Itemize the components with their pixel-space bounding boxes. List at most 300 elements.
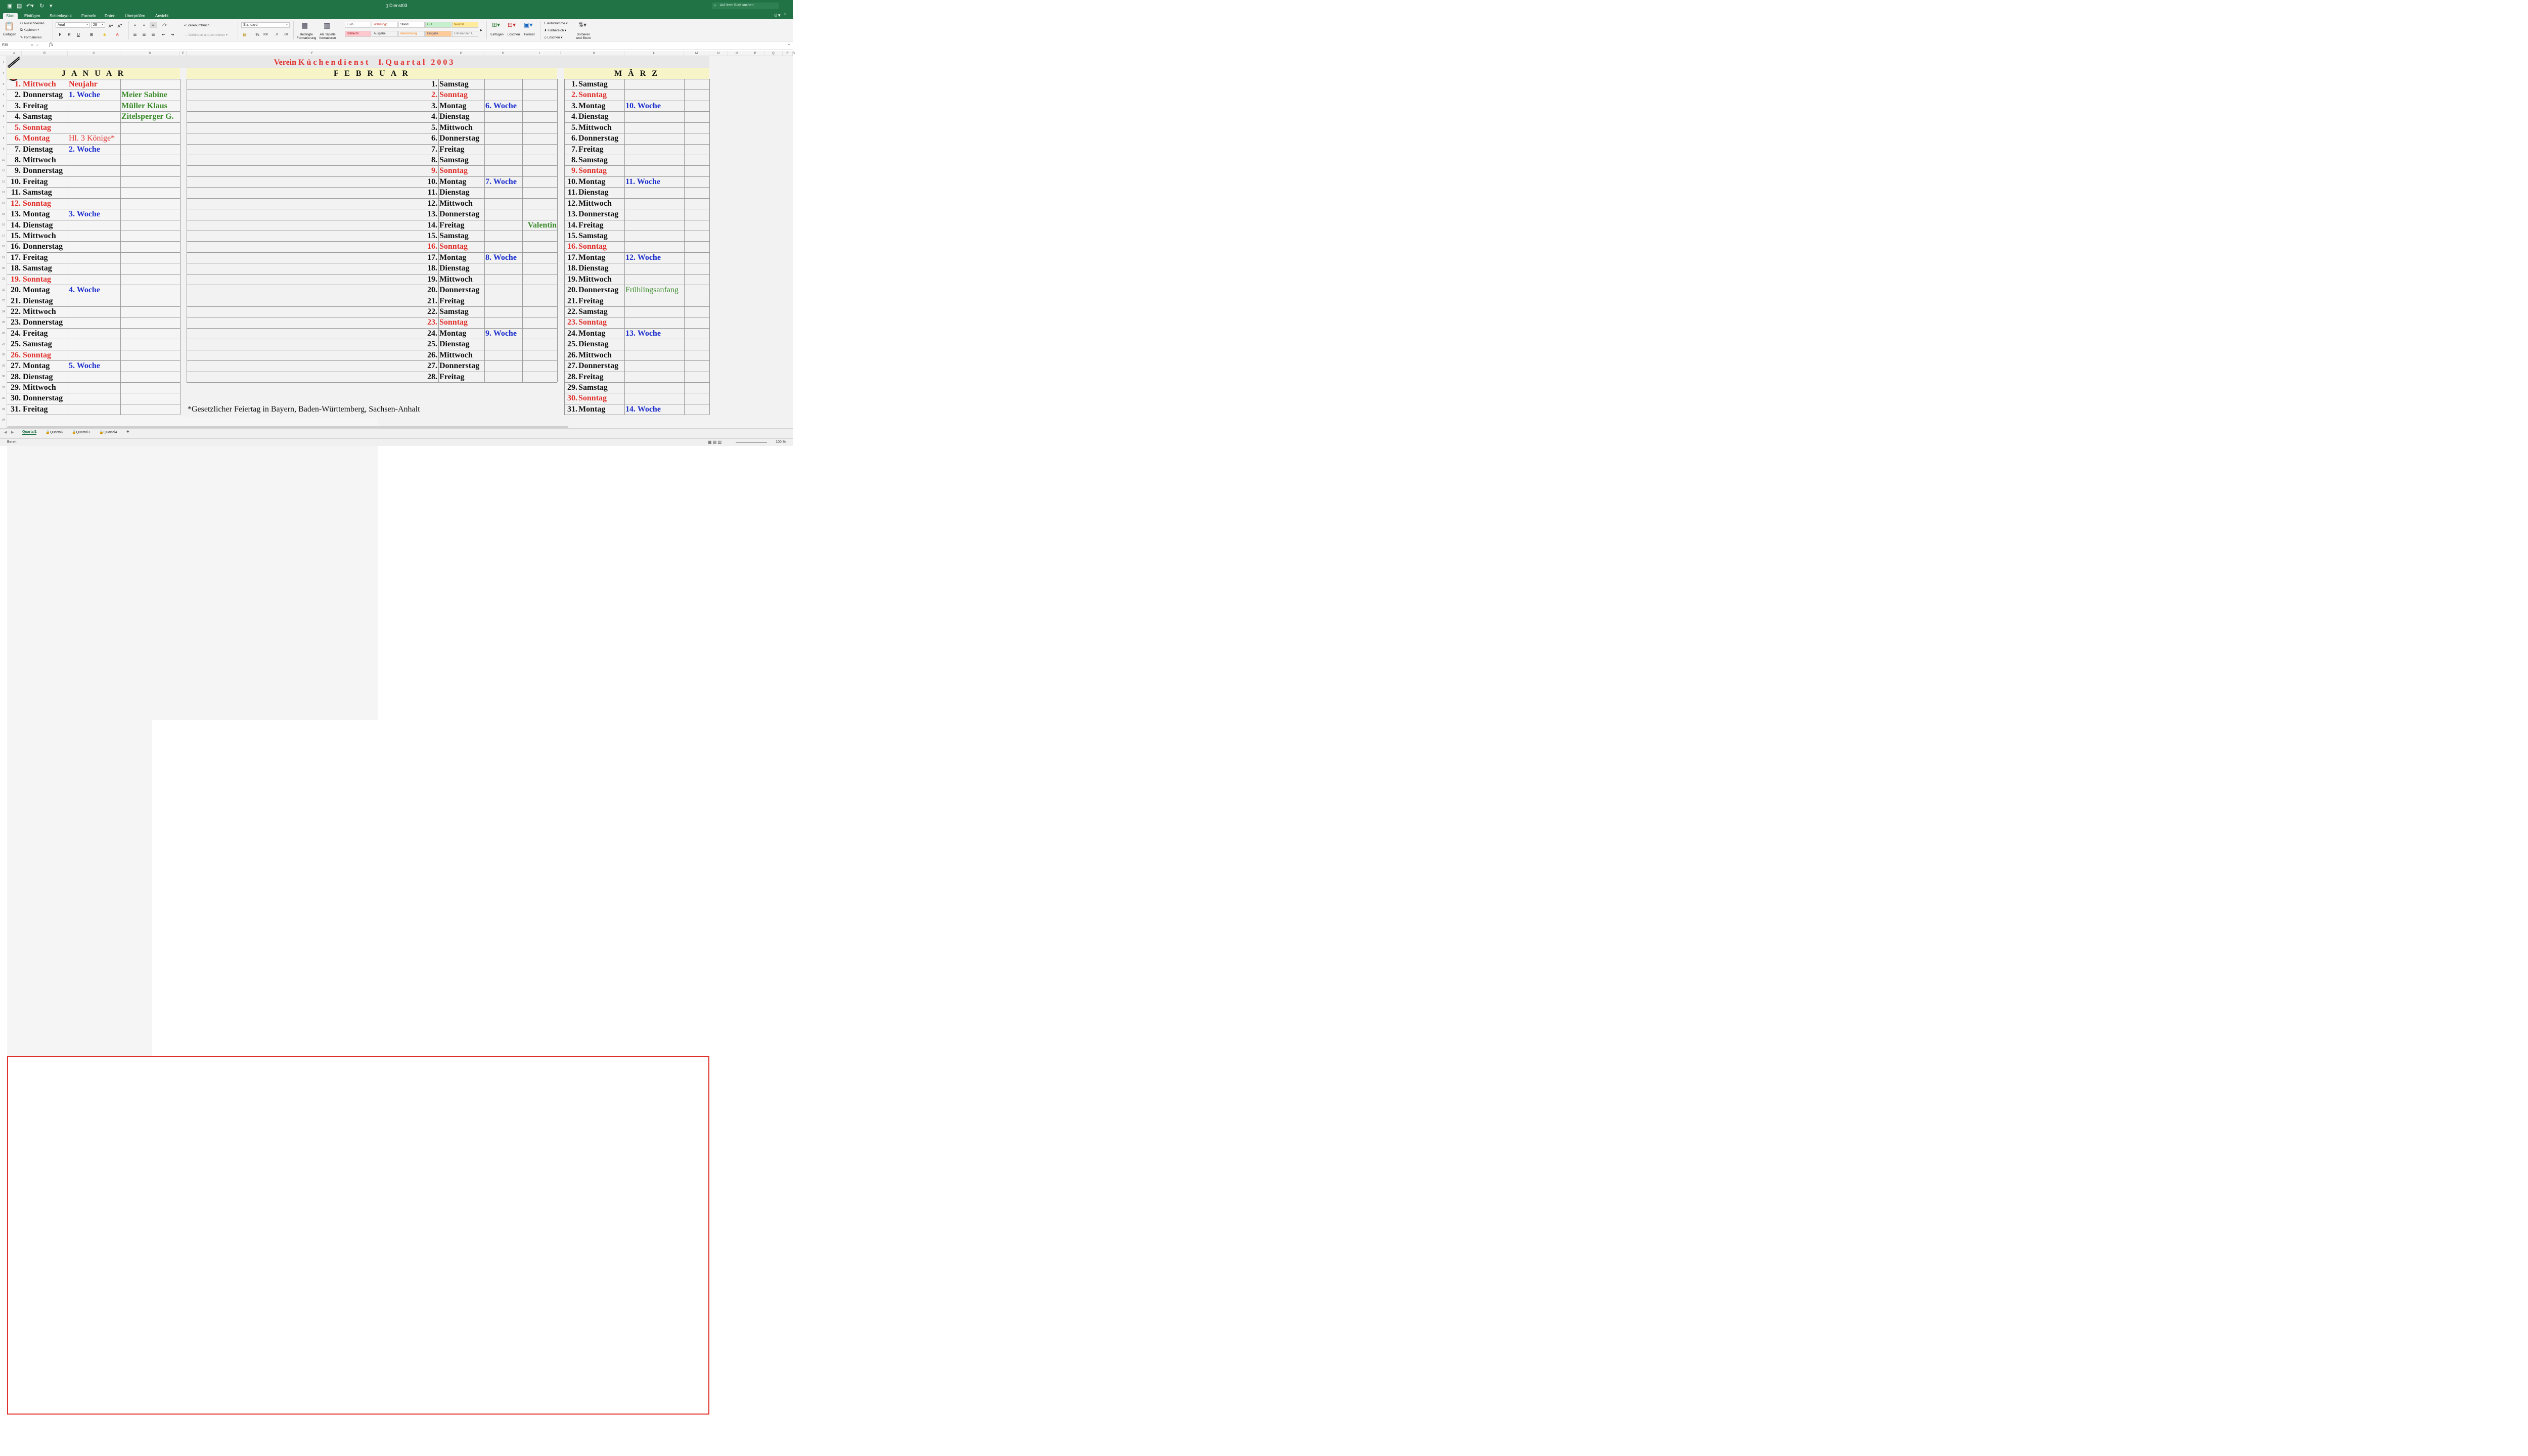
expand-formula-icon[interactable]: ▾: [788, 43, 790, 47]
maerz-day-number: 24.: [567, 329, 577, 338]
maerz-weekday: Samstag: [578, 232, 608, 241]
font-name-select[interactable]: [56, 22, 90, 28]
februar-weekday: Freitag: [439, 372, 465, 381]
column-header-m[interactable]: M: [684, 51, 709, 56]
maerz-day-number: 13.: [567, 210, 577, 219]
paste-button[interactable]: Einfügen: [3, 33, 16, 36]
maerz-weekday: Montag: [578, 177, 606, 186]
column-header-l[interactable]: L: [624, 51, 684, 56]
format-cells-icon[interactable]: ▣▾: [524, 21, 533, 28]
row-header-20[interactable]: 20: [2, 267, 5, 270]
tab-einfuegen[interactable]: Einfügen: [24, 14, 40, 18]
februar-day-number: 3.: [431, 101, 437, 110]
januar-day-number: 23.: [11, 318, 21, 327]
januar-note[interactable]: Neujahr: [69, 80, 98, 88]
row-header-11[interactable]: 11: [2, 169, 5, 173]
januar-day-number: 30.: [11, 394, 21, 403]
prev-sheet-icon[interactable]: ◀: [4, 431, 7, 434]
januar-day-number: 25.: [11, 340, 21, 349]
row-header-5[interactable]: 5: [3, 104, 5, 108]
januar-note[interactable]: 2. Woche: [69, 145, 100, 154]
maerz-day-number: 7.: [571, 145, 577, 154]
row-header-34[interactable]: 34: [2, 419, 5, 422]
column-header-s[interactable]: S: [793, 52, 795, 55]
align-center-icon[interactable]: ☰: [142, 32, 146, 37]
februar-note[interactable]: 9. Woche: [485, 329, 517, 338]
border-icon[interactable]: ⊞: [89, 32, 94, 37]
januar-day-number: 14.: [11, 220, 21, 230]
januar-assignee[interactable]: Zitelsperger G.: [121, 112, 174, 121]
view-mode-icons[interactable]: ▦ ▤ ▥: [708, 440, 722, 444]
februar-day-number: 14.: [427, 220, 437, 230]
maerz-weekday: Donnerstag: [578, 134, 619, 143]
maerz-day-number: 22.: [567, 307, 577, 316]
column-header-o[interactable]: O: [728, 51, 746, 56]
bold-button[interactable]: F: [59, 32, 62, 37]
row-header-22[interactable]: 22: [2, 288, 5, 292]
januar-day-number: 22.: [11, 307, 21, 316]
januar-day-number: 18.: [11, 264, 21, 273]
maerz-weekday: Dienstag: [578, 112, 609, 121]
save-icon[interactable]: ▤: [17, 3, 22, 9]
januar-weekday: Freitag: [23, 404, 48, 414]
januar-assignee[interactable]: Müller Klaus: [121, 101, 167, 110]
februar-weekday: Montag: [439, 329, 467, 338]
januar-weekday: Donnerstag: [23, 318, 63, 327]
maerz-weekday: Mittwoch: [578, 199, 612, 208]
row-header-27[interactable]: 27: [2, 343, 5, 346]
fill-down-icon: ⬇: [544, 29, 547, 32]
italic-button[interactable]: K: [68, 32, 71, 37]
column-header-p[interactable]: P: [746, 51, 764, 56]
maerz-note[interactable]: 12. Woche: [625, 253, 661, 262]
delete-cells-icon[interactable]: ⊟▾: [508, 21, 516, 28]
cell-style-6[interactable]: Ausgabe: [372, 31, 398, 37]
smiley-feedback-icon[interactable]: ☺▾ ⌃: [773, 13, 787, 18]
gallery-next-icon[interactable]: ▸: [480, 28, 483, 32]
row-header-4[interactable]: 4: [3, 94, 5, 97]
row-header-25[interactable]: 25: [2, 321, 5, 325]
cut-label: Ausschneiden: [23, 22, 44, 25]
row-header-19[interactable]: 19: [2, 256, 5, 259]
column-header-n[interactable]: N: [709, 51, 728, 56]
month-header-februar: F E B R U A R: [187, 68, 557, 79]
februar-weekday: Montag: [439, 253, 467, 262]
row-header-8[interactable]: 8: [3, 136, 5, 140]
januar-day-number: 3.: [15, 101, 21, 110]
februar-weekday: Mittwoch: [439, 199, 473, 208]
font-size-select[interactable]: [91, 22, 105, 28]
februar-weekday: Freitag: [439, 296, 465, 305]
tab-seitenlayout[interactable]: Seitenlayout: [50, 14, 72, 18]
januar-day-number: 26.: [11, 350, 21, 359]
februar-note[interactable]: 7. Woche: [485, 177, 517, 186]
month-block-bg: [7, 417, 378, 720]
cell-style-3[interactable]: Gut: [425, 22, 452, 28]
undo-icon[interactable]: ↶▾: [26, 3, 34, 9]
januar-weekday: Mittwoch: [23, 156, 56, 164]
februar-day-number: 22.: [427, 307, 437, 316]
januar-weekday: Dienstag: [23, 372, 53, 381]
fx-icon[interactable]: fx: [49, 42, 54, 48]
januar-weekday: Dienstag: [23, 145, 53, 154]
februar-day-number: 26.: [427, 350, 437, 359]
maerz-day-number: 17.: [567, 253, 577, 262]
februar-day-number: 25.: [427, 340, 437, 349]
number-format-select[interactable]: [241, 22, 290, 28]
maerz-day-number: 29.: [567, 383, 577, 392]
column-header-r[interactable]: R: [783, 51, 793, 56]
conditional-format-button[interactable]: Bedingte Formatierung: [296, 33, 317, 40]
februar-note[interactable]: 6. Woche: [485, 101, 517, 110]
maerz-weekday: Donnerstag: [578, 210, 619, 219]
maerz-note[interactable]: 10. Woche: [625, 101, 661, 110]
januar-weekday: Samstag: [23, 188, 52, 197]
name-box[interactable]: F35: [2, 43, 9, 47]
currency-icon[interactable]: ▤: [243, 32, 247, 37]
cell-style-2[interactable]: Stand.: [398, 22, 425, 28]
indent-icon[interactable]: ⇥: [170, 32, 174, 37]
cell-style-0[interactable]: Euro: [345, 22, 371, 28]
maerz-weekday: Donnerstag: [578, 286, 619, 295]
februar-weekday: Samstag: [439, 80, 469, 88]
grid-line: [624, 79, 625, 415]
maerz-weekday: Samstag: [578, 80, 608, 88]
lock-icon: 🔒: [72, 431, 76, 434]
februar-day-number: 18.: [427, 264, 437, 273]
februar-day-number: 9.: [431, 166, 437, 175]
maerz-day-number: 2.: [571, 90, 577, 100]
januar-day-number: 20.: [11, 286, 21, 295]
grid-line: [557, 79, 558, 382]
januar-weekday: Freitag: [23, 177, 48, 186]
row-header-10[interactable]: 10: [2, 158, 5, 162]
conditional-format-icon[interactable]: ▦: [301, 21, 308, 29]
autosum-label: AutoSumme: [547, 22, 565, 25]
row-header-17[interactable]: 17: [2, 234, 5, 238]
column-header-e[interactable]: E: [180, 51, 187, 56]
januar-note[interactable]: 4. Woche: [69, 286, 100, 295]
row-header-1[interactable]: 1: [3, 61, 5, 64]
januar-note[interactable]: 3. Woche: [69, 210, 100, 219]
maerz-day-number: 3.: [571, 101, 577, 110]
formula-bar: [0, 42, 793, 50]
februar-weekday: Dienstag: [439, 188, 470, 197]
footnote: *Gesetzlicher Feiertag in Bayern, Baden-Württemberg, Sachsen-Anhalt: [188, 404, 420, 414]
februar-weekday: Samstag: [439, 232, 469, 241]
grid-line: [187, 382, 557, 383]
format-cells-button[interactable]: Format: [524, 33, 535, 36]
februar-day-number: 8.: [431, 156, 437, 164]
row-header-9[interactable]: 9: [3, 148, 5, 151]
januar-weekday: Dienstag: [23, 220, 53, 230]
brush-icon: ✎: [20, 36, 23, 39]
cut-button[interactable]: [20, 21, 44, 25]
februar-weekday: Dienstag: [439, 112, 470, 121]
tab-ansicht[interactable]: Ansicht: [155, 14, 169, 18]
januar-day-number: 28.: [11, 372, 21, 381]
lock-icon: 🔒: [46, 431, 50, 434]
format-table-icon[interactable]: ▥: [324, 21, 331, 29]
decrease-decimal-icon[interactable]: ,00: [283, 33, 288, 36]
februar-weekday: Sonntag: [439, 318, 468, 327]
column-header-c[interactable]: C: [68, 51, 120, 56]
tab-start[interactable]: Start: [3, 13, 18, 19]
maerz-weekday: Dienstag: [578, 264, 609, 273]
cell-style-5[interactable]: Schlecht: [345, 31, 371, 37]
row-header-21[interactable]: 21: [2, 278, 5, 281]
maerz-day-number: 31.: [567, 404, 577, 414]
februar-note[interactable]: 8. Woche: [485, 253, 517, 262]
maerz-day-number: 28.: [567, 372, 577, 381]
next-sheet-icon[interactable]: ▶: [11, 431, 14, 434]
align-middle-icon[interactable]: ≡: [143, 23, 146, 27]
row-header-3[interactable]: 3: [3, 82, 5, 86]
column-header-q[interactable]: Q: [764, 51, 783, 56]
maerz-day-number: 30.: [567, 394, 577, 403]
row-header-30[interactable]: 30: [2, 375, 5, 379]
sheet-tab-quartal2[interactable]: [46, 430, 64, 434]
januar-weekday: Sonntag: [23, 350, 52, 359]
maerz-weekday: Freitag: [578, 220, 604, 230]
row-header-24[interactable]: 24: [2, 310, 5, 313]
column-header-h[interactable]: H: [484, 51, 522, 56]
row-header-26[interactable]: 26: [2, 332, 5, 335]
maerz-day-number: 4.: [571, 112, 577, 121]
januar-day-number: 12.: [11, 199, 21, 208]
search-icon: ⌕: [714, 3, 716, 8]
grid-line: [684, 79, 685, 415]
document-title: ▯ Dienst03: [385, 3, 408, 8]
februar-assignee[interactable]: Valentin: [527, 220, 557, 230]
januar-weekday: Mittwoch: [23, 383, 56, 392]
januar-weekday: Mittwoch: [23, 232, 56, 241]
maerz-day-number: 21.: [567, 296, 577, 305]
insert-cells-icon[interactable]: ⊞▾: [492, 21, 501, 28]
row-header-16[interactable]: 16: [2, 223, 5, 227]
format-table-button[interactable]: Als Tabelle formatieren: [319, 33, 336, 40]
maerz-weekday: Montag: [578, 253, 606, 262]
align-top-icon[interactable]: ≡: [133, 23, 137, 27]
add-sheet-button[interactable]: +: [126, 429, 129, 435]
increase-decimal-icon[interactable]: ,0: [275, 33, 278, 36]
januar-weekday: Samstag: [23, 112, 52, 121]
februar-weekday: Montag: [439, 101, 467, 110]
row-header-13[interactable]: 13: [2, 191, 5, 194]
cell-style-1[interactable]: Währung1: [372, 22, 398, 28]
column-header-a[interactable]: A: [7, 51, 22, 56]
zoom-slider[interactable]: [736, 442, 767, 443]
sheet-grid[interactable]: [7, 56, 793, 428]
februar-weekday: Sonntag: [439, 242, 468, 251]
maerz-day-number: 14.: [567, 220, 577, 230]
fill-color-icon[interactable]: ◈: [103, 32, 107, 37]
align-left-icon[interactable]: ☰: [133, 32, 137, 37]
sheet-tab-quartal3[interactable]: [72, 430, 90, 434]
title-bar: [0, 0, 793, 12]
search-input[interactable]: [712, 3, 779, 9]
februar-weekday: Donnerstag: [439, 286, 480, 295]
underline-button[interactable]: U: [77, 32, 80, 37]
column-header-g[interactable]: G: [438, 51, 484, 56]
tab-formeln[interactable]: Formeln: [81, 14, 97, 18]
februar-day-number: 6.: [431, 134, 437, 143]
wrap-text-button[interactable]: [184, 23, 209, 27]
februar-weekday: Mittwoch: [439, 275, 473, 284]
maerz-weekday: Sonntag: [578, 242, 607, 251]
maerz-weekday: Montag: [578, 404, 606, 414]
januar-day-number: 2.: [15, 90, 21, 100]
maerz-note[interactable]: 13. Woche: [625, 329, 661, 338]
cell-style-4[interactable]: Neutral: [452, 22, 478, 28]
column-header-d[interactable]: D: [120, 51, 180, 56]
cell-style-9[interactable]: Erklärender T...: [452, 31, 478, 37]
maerz-day-number: 23.: [567, 318, 577, 327]
cell-style-8[interactable]: Eingabe: [425, 31, 452, 37]
row-header-33[interactable]: 33: [2, 407, 5, 411]
align-bottom-icon[interactable]: ≡: [150, 22, 157, 28]
februar-weekday: Freitag: [439, 145, 465, 154]
februar-day-number: 16.: [427, 242, 437, 251]
januar-day-number: 27.: [11, 361, 21, 371]
excel-window: [0, 0, 793, 446]
januar-note[interactable]: 1. Woche: [69, 90, 100, 100]
zoom-level: 100 %: [776, 440, 786, 444]
januar-note[interactable]: 5. Woche: [69, 361, 100, 371]
januar-weekday: Samstag: [23, 264, 52, 273]
search-placeholder: Auf dem Blatt suchen: [720, 4, 754, 7]
lock-icon: 🔒: [99, 431, 104, 434]
februar-day-number: 15.: [427, 232, 437, 241]
merge-center-button[interactable]: ⇔ Verbinden und zentrieren ▾: [184, 33, 228, 37]
row-header-2[interactable]: 2: [3, 72, 5, 75]
cell-style-7[interactable]: Berechnung: [398, 31, 425, 37]
row-header-28[interactable]: 28: [2, 353, 5, 357]
paste-icon[interactable]: 📋: [4, 22, 14, 31]
tab-ueberpruefen[interactable]: Überprüfen: [125, 14, 146, 18]
clear-button[interactable]: ◇ Löschen ▾: [544, 36, 563, 39]
februar-weekday: Montag: [439, 177, 467, 186]
sidebar-toggle-icon[interactable]: ▣: [7, 3, 13, 9]
februar-weekday: Sonntag: [439, 90, 468, 100]
januar-day-number: 21.: [11, 296, 21, 305]
maerz-day-number: 1.: [571, 80, 577, 88]
januar-day-number: 31.: [11, 404, 21, 414]
januar-weekday: Montag: [23, 361, 50, 371]
sort-filter-button[interactable]: Sortieren und filtern: [576, 33, 591, 40]
insert-cells-button[interactable]: Einfügen: [490, 33, 504, 36]
januar-weekday: Sonntag: [23, 199, 52, 208]
decrease-font-icon[interactable]: A▾: [117, 23, 122, 29]
orientation-icon[interactable]: ⟋▾: [162, 23, 167, 27]
column-header-j[interactable]: J: [557, 51, 564, 56]
redo-icon[interactable]: ↻: [39, 3, 44, 9]
sheet-tab-quartal4[interactable]: [99, 430, 117, 434]
maerz-weekday: Sonntag: [578, 318, 607, 327]
maerz-day-number: 19.: [567, 275, 577, 284]
februar-day-number: 28.: [427, 372, 437, 381]
februar-day-number: 19.: [427, 275, 437, 284]
sheet-tab-quartal1[interactable]: Quartal1: [22, 430, 37, 434]
januar-weekday: Sonntag: [23, 275, 52, 284]
row-header-12[interactable]: 12: [2, 180, 5, 184]
maerz-day-number: 20.: [567, 286, 577, 295]
month-block-bg: [7, 720, 152, 1056]
outdent-icon[interactable]: ⇤: [161, 32, 165, 37]
januar-weekday: Montag: [23, 134, 50, 143]
maerz-weekday: Sonntag: [578, 166, 607, 175]
column-header-k[interactable]: K: [564, 51, 624, 56]
februar-day-number: 20.: [427, 286, 437, 295]
customize-toolbar-icon[interactable]: ▾: [50, 3, 53, 9]
maerz-weekday: Samstag: [578, 307, 608, 316]
tab-daten[interactable]: Daten: [105, 14, 116, 18]
delete-cells-button[interactable]: Löschen: [507, 33, 520, 36]
row-header-14[interactable]: 14: [2, 202, 5, 205]
januar-weekday: Donnerstag: [23, 242, 63, 251]
januar-note[interactable]: Hl. 3 Könige*: [69, 134, 115, 143]
column-header-i[interactable]: I: [522, 51, 557, 56]
row-header-23[interactable]: 23: [2, 299, 5, 303]
januar-day-number: 19.: [11, 275, 21, 284]
row-header-32[interactable]: 32: [2, 397, 5, 400]
maerz-note[interactable]: 14. Woche: [625, 404, 661, 414]
maerz-weekday: Donnerstag: [578, 361, 619, 371]
januar-weekday: Freitag: [23, 101, 48, 110]
percent-icon[interactable]: %: [255, 32, 259, 37]
januar-assignee[interactable]: Meier Sabine: [121, 90, 167, 100]
maerz-note[interactable]: 11. Woche: [625, 177, 661, 186]
maerz-day-number: 11.: [567, 188, 577, 197]
maerz-weekday: Sonntag: [578, 90, 607, 100]
maerz-note[interactable]: Frühlingsanfang: [625, 286, 679, 295]
divider: [128, 21, 129, 39]
maerz-weekday: Freitag: [578, 145, 604, 154]
row-header-6[interactable]: 6: [3, 115, 5, 118]
increase-font-icon[interactable]: A▴: [108, 23, 113, 29]
sheet-tab-bar: [0, 428, 793, 438]
format-painter-button[interactable]: [20, 35, 41, 39]
chevron-down-icon: ▼: [101, 23, 104, 26]
row-header-18[interactable]: 18: [2, 245, 5, 249]
clear-label: Löschen: [547, 36, 560, 39]
autosum-button[interactable]: Σ AutoSumme ▾: [544, 22, 568, 25]
thousands-icon[interactable]: 000: [262, 33, 268, 36]
sigma-icon: Σ: [544, 22, 547, 25]
grid-line: [438, 79, 439, 382]
cancel-check-icons: ✕ ✓: [30, 43, 39, 48]
row-header-15[interactable]: 15: [2, 212, 5, 216]
februar-weekday: Dienstag: [439, 264, 470, 273]
row-header-31[interactable]: 31: [2, 386, 5, 389]
copy-button[interactable]: ⧉ Kopieren ▾: [20, 28, 39, 32]
font-name-value: Arial: [58, 23, 65, 27]
maerz-day-number: 16.: [567, 242, 577, 251]
column-header-b[interactable]: B: [22, 51, 68, 56]
row-header-7[interactable]: 7: [3, 126, 5, 129]
column-header-f[interactable]: F: [187, 51, 438, 56]
row-header-29[interactable]: 29: [2, 364, 5, 368]
januar-weekday: Montag: [23, 286, 50, 295]
februar-weekday: Donnerstag: [439, 361, 480, 371]
fill-button[interactable]: ⬇ Füllbereich ▾: [544, 29, 567, 32]
align-right-icon[interactable]: ☰: [151, 32, 155, 37]
status-text: Bereit: [7, 440, 17, 444]
grid-line: [120, 79, 121, 415]
januar-weekday: Freitag: [23, 253, 48, 262]
font-color-icon[interactable]: A: [116, 32, 119, 37]
sort-filter-icon[interactable]: ⇅▾: [578, 21, 587, 28]
